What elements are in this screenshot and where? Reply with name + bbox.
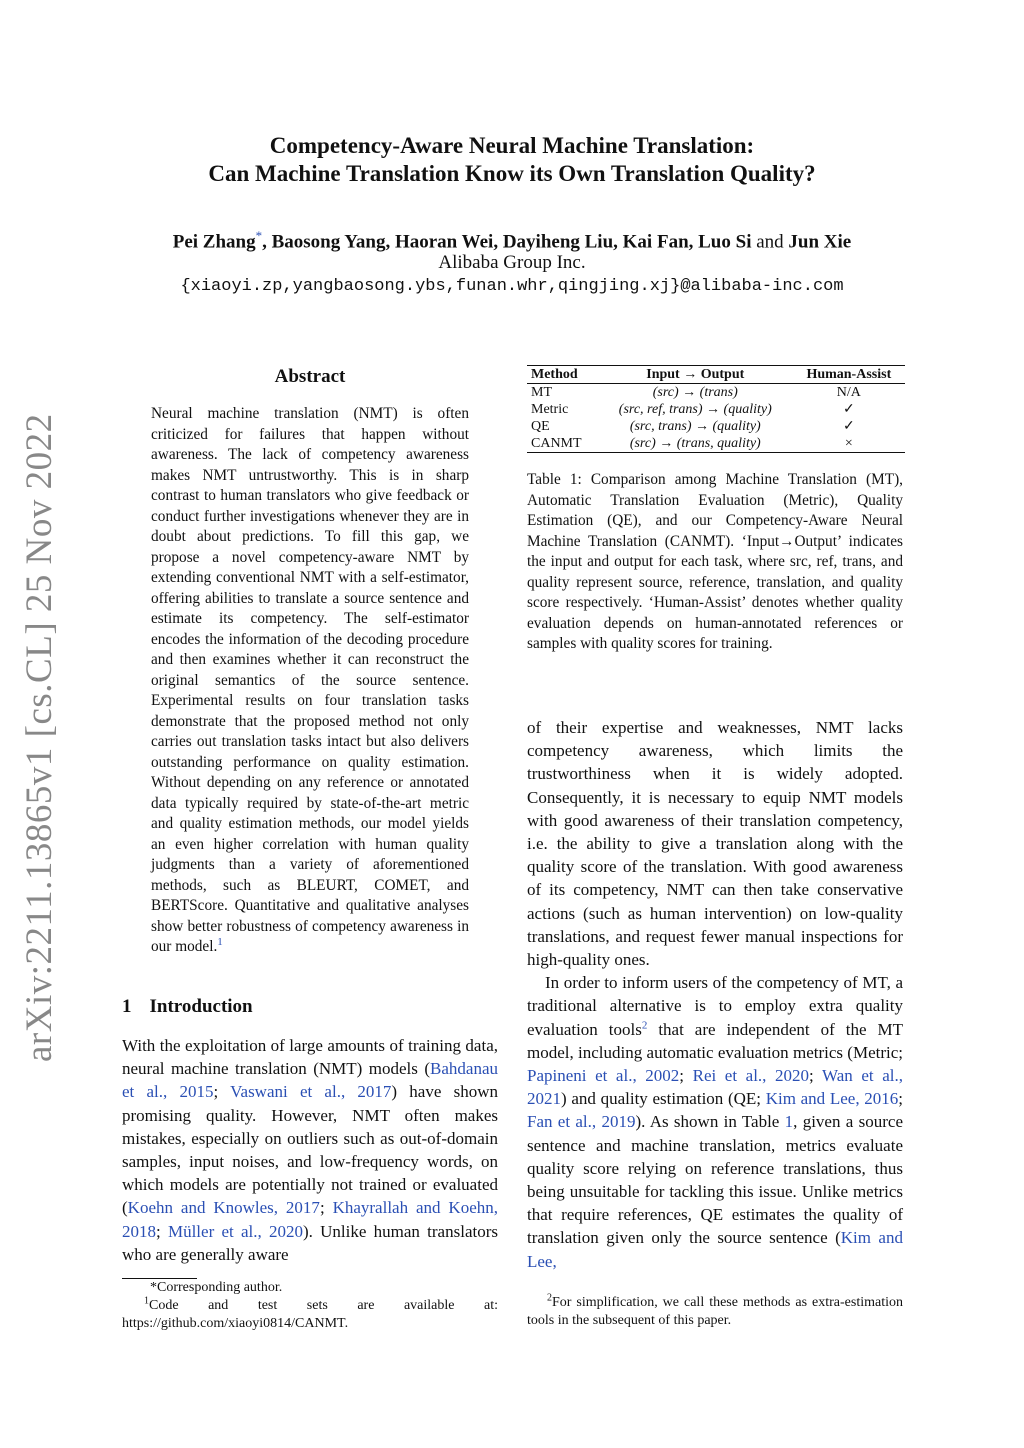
citation-link[interactable]: Kim and Lee, [527, 1228, 903, 1271]
cell-method: MT [531, 385, 552, 400]
author-list: Pei Zhang*, Baosong Yang, Haoran Wei, Dayiheng Liu, Kai Fan, Luo Si and Jun Xie [172, 228, 852, 253]
section-heading-introduction [122, 996, 253, 1018]
last-author: Jun Xie [788, 231, 852, 253]
table-row [527, 401, 905, 418]
title-line-1: Competency-Aware Neural Machine Translation: [269, 133, 755, 158]
paper-title [0, 132, 1024, 188]
footnote-1: $^1$Code and test sets are available at: https://github.com/xiaoyi0814/CANMT. [122, 1295, 498, 1331]
cell-method: CANMT [527, 435, 598, 453]
table-row [527, 418, 905, 435]
table-ref-link[interactable]: 1 [784, 1112, 794, 1132]
footnote-ref-2[interactable]: 2 [641, 1018, 648, 1031]
table-caption: Table 1: Comparison among Machine Translation (MT), Automatic Translation Evaluation (Metric), Quality Estimation (QE), and our Competency-Aware Neural Machine Translation (CANMT). ‘Input→Output’ indicates the input and output for each task, where src, ref, trans, and quality represent source, reference, translation, and quality score respectively. ‘Human-Assist’ denotes whether quality evaluation depends on human-annotated references or samples with quality scores for training. [527, 471, 903, 652]
affiliation: Alibaba Group Inc. [438, 252, 586, 273]
section-title: Introduction [149, 996, 253, 1017]
col-header-assist: Human-Assist [793, 366, 905, 384]
cell-assist: ✓ [842, 419, 855, 434]
cell-io: (src) → (trans, quality) [629, 436, 761, 451]
section-number: 1 [122, 996, 132, 1017]
footnotes-right [527, 1294, 903, 1330]
citation-link[interactable]: Rei et al., 2020 [692, 1066, 810, 1086]
citation-link[interactable]: Kim and Lee, 2016 [765, 1089, 899, 1109]
paragraph: In order to inform users of the competency of MT, a traditional alternative is to employ extra quality evaluation tools$^2$ that are independent of the MT model, including automatic evaluation metrics (Metric; Papineni et al., 2002; Rei et al., 2020; Wan et al., 2021) and quality estimation (QE; Kim and Lee, 2016; Fan et al., 2019). As shown in Table 1, given a source sentence and machine translation, metrics evaluate quality score relying on reference translations, thus being unsuitable for tackling this issue. Unlike metrics that require references, QE estimates the quality of translation given only the source sentence (Kim and Lee, [527, 973, 903, 1271]
authors-and: and [756, 231, 784, 253]
col-header-io: Input → Output [598, 366, 793, 384]
other-authors: Baosong Yang, Haoran Wei, Dayiheng Liu, Kai Fan, Luo Si [271, 231, 752, 253]
col-header-method: Method [527, 366, 598, 384]
citation-link[interactable]: Fan et al., 2019 [527, 1112, 636, 1132]
table-row [527, 435, 905, 453]
abstract-heading: Abstract [274, 366, 346, 387]
citation-link[interactable]: Khayrallah and Koehn, 2018 [122, 1198, 498, 1241]
citation-link[interactable]: Bahdanau et al., 2015 [122, 1059, 498, 1102]
right-column-text [527, 716, 903, 1273]
author-emails: {xiaoyi.zp,yangbaosong.ybs,funan.whr,qingjing.xj}@alibaba-inc.com [180, 277, 844, 296]
citation-link[interactable]: Papineni et al., 2002 [527, 1066, 680, 1086]
table-row [527, 384, 905, 402]
cell-assist: ✓ [842, 402, 855, 417]
cell-method: QE [531, 419, 550, 434]
footnote-corresponding: *Corresponding author. [150, 1280, 283, 1295]
footnote-ref-1[interactable]: 1 [217, 935, 223, 948]
cell-assist: N/A [836, 385, 861, 400]
comparison-table [527, 365, 905, 453]
cell-io: (src, ref, trans) → (quality) [618, 402, 772, 417]
citation-link[interactable]: Koehn and Knowles, 2017 [127, 1198, 320, 1218]
citation-link[interactable]: Vaswani et al., 2017 [230, 1082, 392, 1102]
cell-method: Metric [531, 402, 569, 417]
cell-assist: × [793, 435, 905, 453]
abstract-text: Neural machine translation (NMT) is often criticized for failures that happen without awareness. The lack of competency awareness makes NMT untrustworthy. This is in sharp contrast to human translators who give feedback or conduct further investigations whenever they are in doubt about predictions. To fill this gap, we propose a novel competency-aware NMT by extending conventional NMT with a self-estimator, offering abilities to translate a source sentence and estimate its competency. The self-estimator encodes the information of the decoding procedure and then examines whether it can reconstruct the original semantics of the source sentence. Experimental results on four translation tasks demonstrate that the proposed method not only carries out translation tasks intact but also delivers outstanding performance on quality estimation. Without depending on any reference or annotated data typically required by state-of-the-art metric and quality estimation methods, our model yields an even higher correlation with human quality judgments than a variety of aforementioned methods, such as BLEURT, COMET, and BERTScore. Quantitative and qualitative analyses show better robustness of competency awareness in our model. [151, 405, 469, 955]
paragraph: of their expertise and weaknesses, NMT lacks competency awareness, which limits the trustworthiness when it is widely adopted. Consequently, it is necessary to equip NMT models with good awareness of their translation competency, i.e. the ability to give a translation along with the quality score of the translation. With good awareness of its competency, NMT can then take conservative actions (such as human intervention) on low-quality translations, and request fewer manual inspections for high-quality ones. [527, 718, 903, 970]
first-author: Pei Zhang [172, 231, 256, 253]
title-line-2: Can Machine Translation Know its Own Translation Quality? [208, 161, 816, 186]
footnotes-left [122, 1278, 498, 1333]
citation-link[interactable]: Müller et al., 2020 [167, 1221, 303, 1241]
abstract-body [151, 404, 469, 958]
intro-paragraph: With the exploitation of large amounts of training data, neural machine translation (NMT) models (Bahdanau et al., 2015; Vaswani et al., 2017) have shown promising quality. However, NMT often makes mistakes, especially on outliers such as out-of-domain samples, input noises, and low-frequency words, on which models are potentially not trained or evaluated (Koehn and Knowles, 2017; Khayrallah and Koehn, 2018; Müller et al., 2020). Unlike human translators who are generally aware [122, 1036, 498, 1264]
cell-io: (src) → (trans) [652, 385, 738, 400]
corresponding-mark[interactable]: * [255, 228, 263, 243]
citation-link[interactable]: Wan et al., 2021 [527, 1066, 903, 1109]
cell-io: (src, trans) → (quality) [629, 419, 761, 434]
arxiv-watermark: arXiv:2211.13865v1 [cs.CL] 25 Nov 2022 [19, 413, 60, 1062]
footnote-2: $^2$For simplification, we call these methods as extra-estimation tools in the subsequent of this paper. [527, 1292, 903, 1328]
